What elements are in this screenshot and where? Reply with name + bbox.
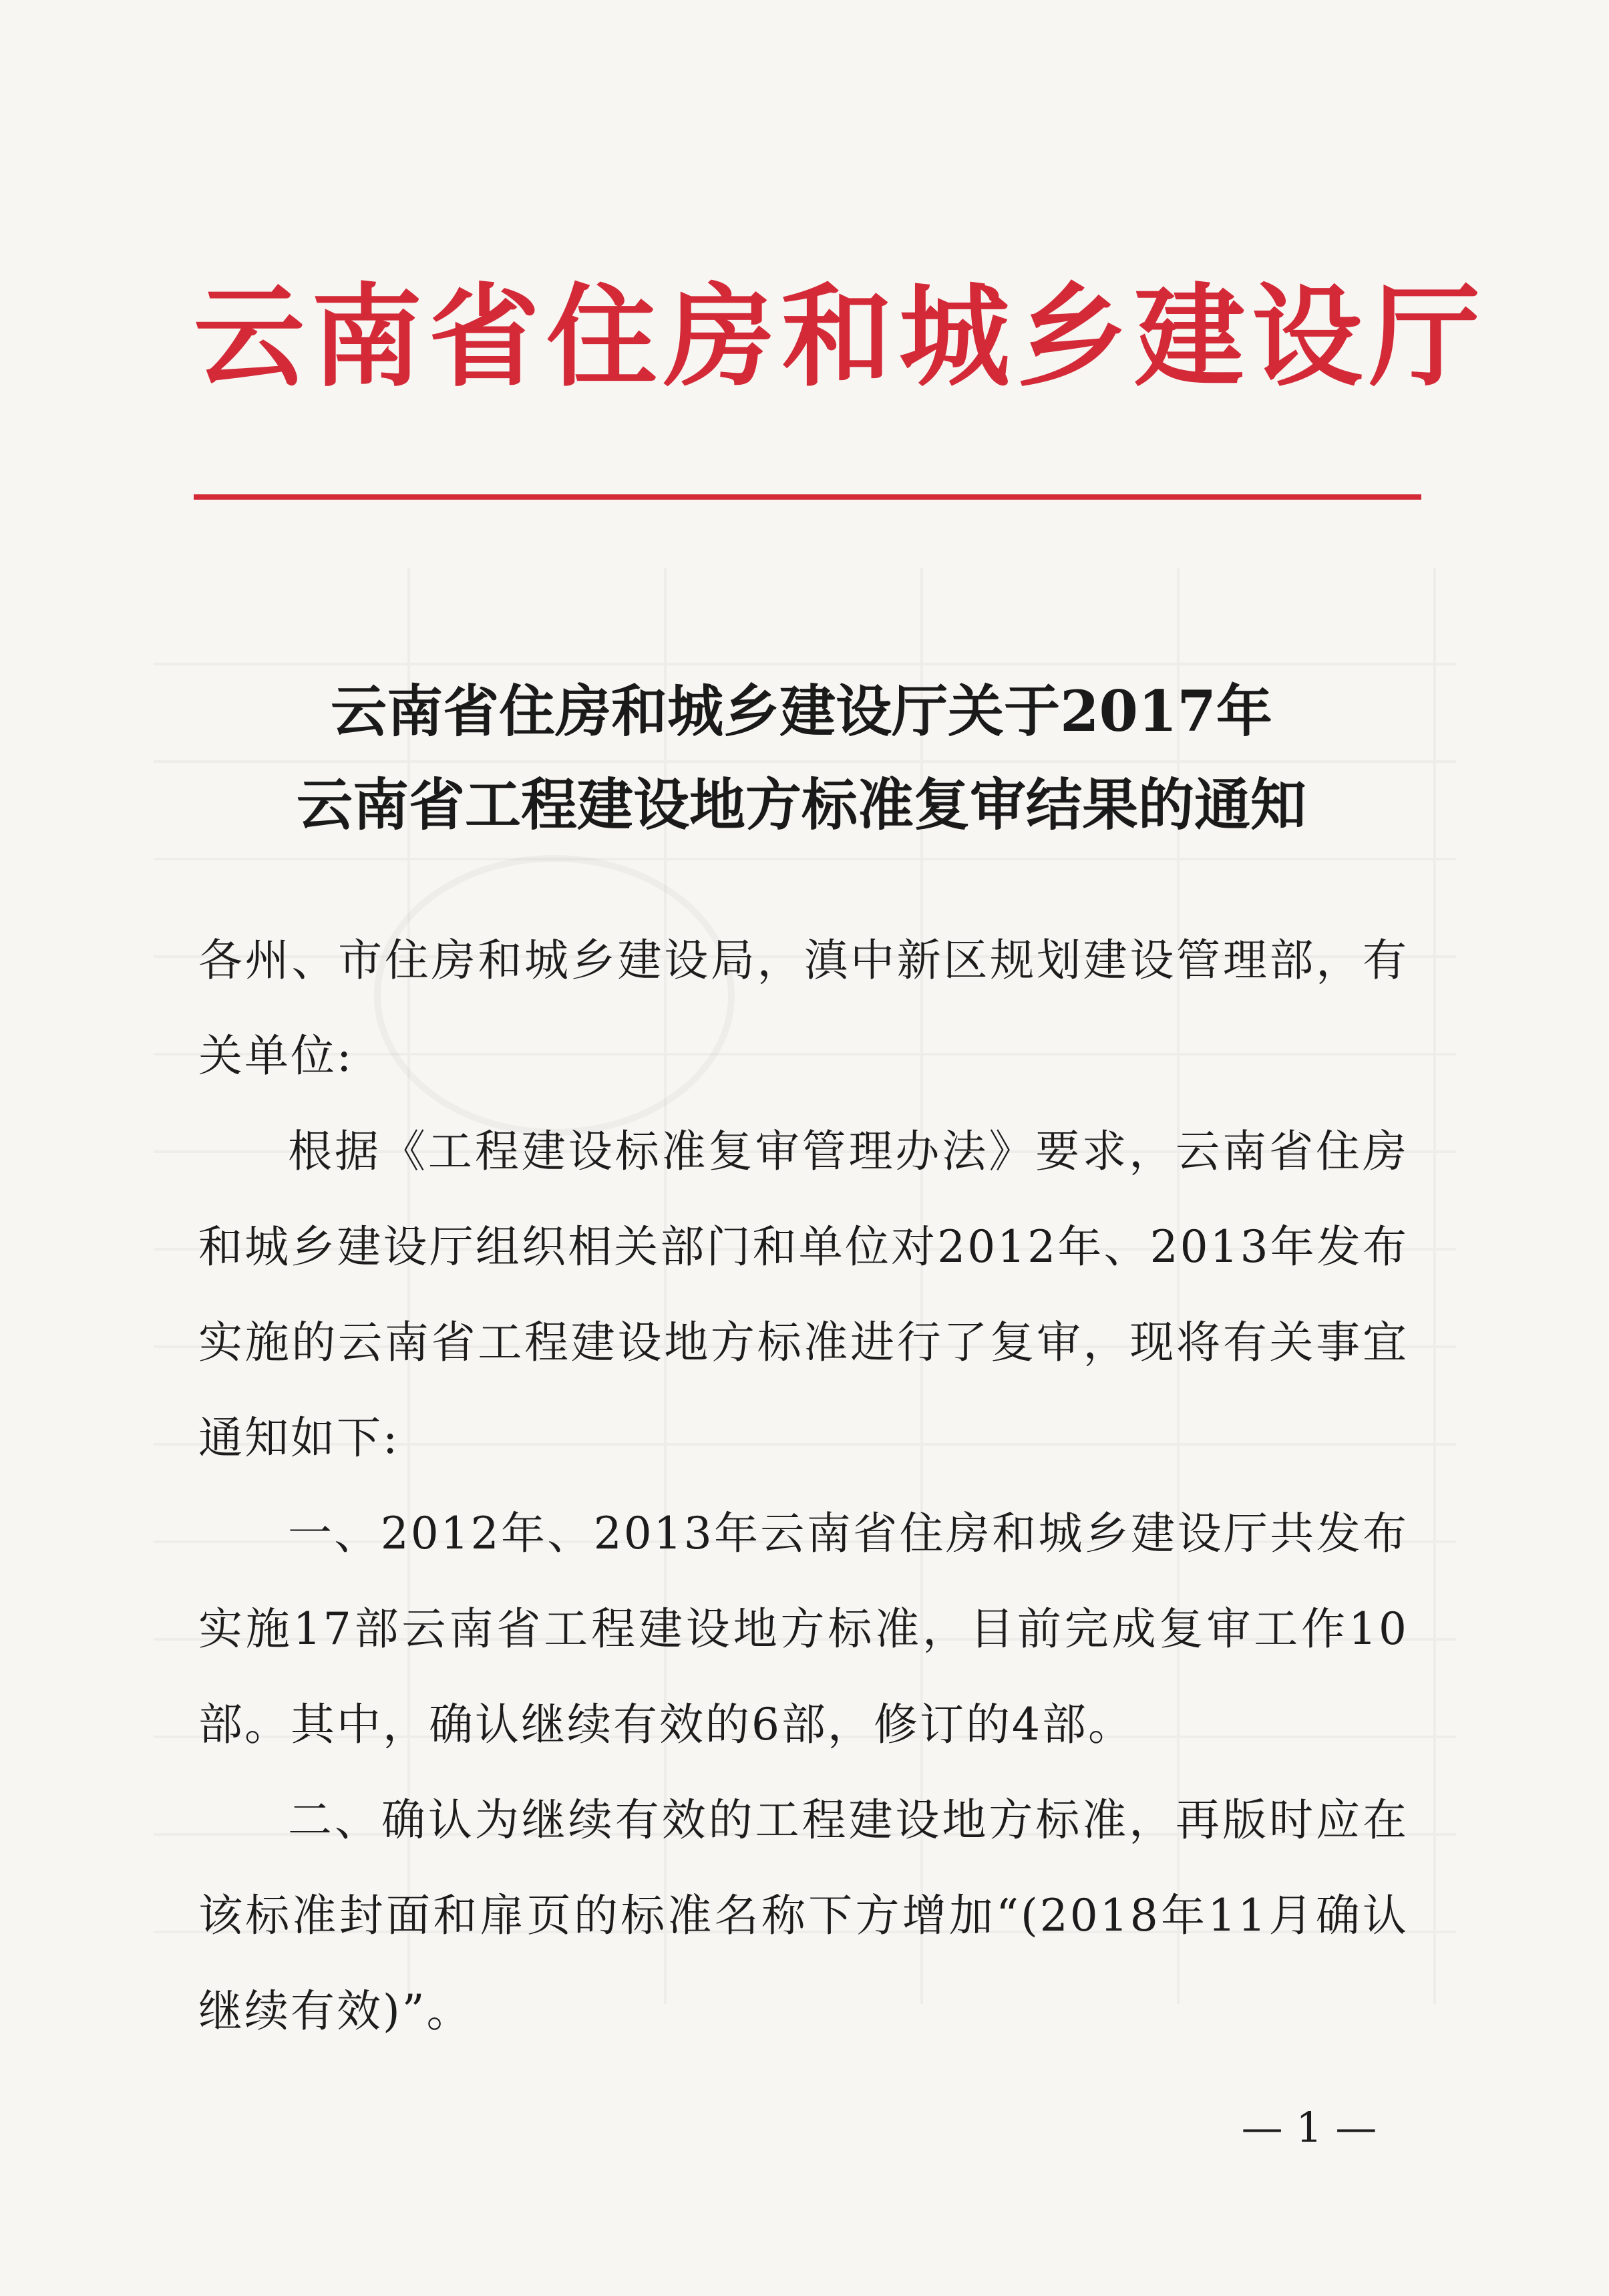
salutation-paragraph: 各州、市住房和城乡建设局，滇中新区规划建设管理部，有关单位: xyxy=(198,935,1409,1082)
item-two-paragraph: 二、确认为继续有效的工程建设地方标准，再版时应在该标准封面和扉页的标准名称下方增加“(2018年11月确认继续有效)”。 xyxy=(198,1794,1409,2037)
masthead-red-rule xyxy=(194,494,1421,500)
issuer-masthead: 云南省住房和城乡建设厅 xyxy=(194,272,1487,402)
document-title-line-2: 云南省工程建设地方标准复审结果的通知 xyxy=(296,772,1306,838)
page-number: — 1 — xyxy=(1241,2103,1377,2152)
document-body xyxy=(198,913,1409,2059)
intro-paragraph: 根据《工程建设标准复审管理办法》要求，云南省住房和城乡建设厅组织相关部门和单位对2012年、2013年发布实施的云南省工程建设地方标准进行了复审，现将有关事宜通知如下: xyxy=(198,1126,1409,1464)
item-one-paragraph: 一、2012年、2013年云南省住房和城乡建设厅共发布实施17部云南省工程建设地方标准，目前完成复审工作10部。其中，确认继续有效的6部，修订的4部。 xyxy=(198,1508,1409,1750)
document-title-line-1: 云南省住房和城乡建设厅关于2017年 xyxy=(331,678,1272,744)
